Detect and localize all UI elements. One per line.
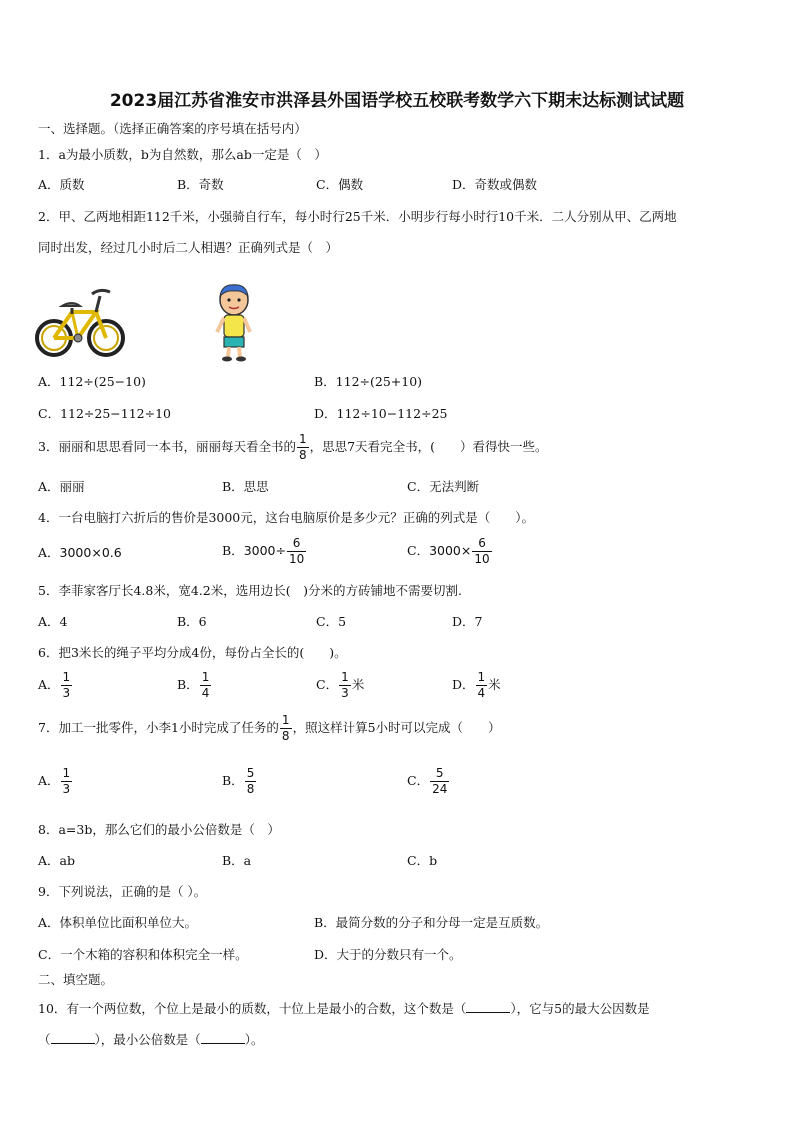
q4-option-c-expr: 3000× xyxy=(429,543,472,558)
question-10-line-2 xyxy=(38,1031,264,1048)
q9-option-c: C．一个木箱的容积和体积完全一样。 xyxy=(38,947,248,962)
q7-option-c xyxy=(407,766,450,797)
q3-fraction xyxy=(297,432,309,463)
q9-option-a: A．体积单位比面积单位大。 xyxy=(38,915,198,930)
q8-option-a: A．ab xyxy=(38,853,75,868)
q4-c-frac-den: 10 xyxy=(474,552,490,566)
q6-option-c-unit: 米 xyxy=(351,677,365,692)
q7-frac-den: 8 xyxy=(281,729,290,743)
question-8: 8．a=3b，那么它们的最小公倍数是（ ） xyxy=(38,822,280,837)
q5-option-a: A．4 xyxy=(38,614,68,629)
question-10-line-1 xyxy=(38,1000,650,1017)
q7-a-num: 1 xyxy=(62,766,71,780)
q6-option-a-fraction xyxy=(61,670,73,701)
q8-option-b: B．a xyxy=(222,853,252,868)
q7-fraction xyxy=(280,713,292,744)
q6-option-c-label: C． xyxy=(316,677,339,692)
q7-option-b xyxy=(222,766,257,797)
q4-option-b-fraction xyxy=(287,536,306,567)
q4-option-c-label: C． xyxy=(407,543,430,558)
q6-option-d xyxy=(452,670,501,701)
question-9: 9．下列说法，正确的是（ ）。 xyxy=(38,884,207,899)
q6-d-num: 1 xyxy=(477,670,486,684)
q2-option-a: A．112÷(25−10) xyxy=(38,374,146,389)
q7-option-a-fraction xyxy=(61,766,73,797)
q4-c-frac-num: 6 xyxy=(472,536,491,552)
q6-option-b-label: B． xyxy=(177,677,199,692)
q7-option-c-fraction xyxy=(430,766,449,797)
q3-option-a: A．丽丽 xyxy=(38,479,85,494)
q6-option-d-label: D． xyxy=(452,677,475,692)
q1-option-b: B．奇数 xyxy=(177,177,224,192)
q7-option-a xyxy=(38,766,73,797)
q4-option-b xyxy=(222,536,307,567)
q3-text-before: 3．丽丽和思思看同一本书，丽丽每天看全书的 xyxy=(38,439,296,454)
q6-option-b xyxy=(177,670,212,701)
section-heading-fill: 二、填空题。 xyxy=(38,972,114,987)
q5-option-d: D．7 xyxy=(452,614,483,629)
q10-text-1: 10．有一个两位数，个位上是最小的质数，十位上是最小的合数，这个数是（ xyxy=(38,1001,467,1016)
q10-blank-3 xyxy=(201,1031,245,1044)
q6-a-num: 1 xyxy=(62,670,71,684)
q6-option-b-fraction xyxy=(200,670,212,701)
q10-blank-2 xyxy=(51,1031,95,1044)
page-title: 2023届江苏省淮安市洪泽县外国语学校五校联考数学六下期末达标测试试题 xyxy=(109,91,685,111)
q6-option-d-fraction xyxy=(476,670,488,701)
q6-option-c xyxy=(316,670,364,701)
q6-option-a xyxy=(38,670,73,701)
q9-option-b: B．最简分数的分子和分母一定是互质数。 xyxy=(314,915,549,930)
q6-option-d-unit: 米 xyxy=(488,677,501,692)
q4-option-b-label: B． xyxy=(222,543,244,558)
q7-text-before: 7．加工一批零件，小李1小时完成了任务的 xyxy=(38,720,279,735)
question-6: 6．把3米长的绳子平均分成4份，每份占全长的( )。 xyxy=(38,645,347,660)
q7-b-den: 8 xyxy=(246,782,255,796)
q6-option-c-fraction xyxy=(339,670,351,701)
q6-d-den: 4 xyxy=(477,686,486,700)
q2-option-c: C．112÷25−112÷10 xyxy=(38,406,172,421)
q4-option-a-expr: 3000×0.6 xyxy=(59,545,122,560)
q7-option-b-label: B． xyxy=(222,773,244,788)
q4-option-a xyxy=(38,545,122,561)
q7-c-num: 5 xyxy=(430,766,449,782)
question-5: 5．李菲家客厅长4.8米，宽4.2米，选用边长( )分米的方砖铺地不需要切割. xyxy=(38,583,462,598)
q10-text-4: ），最小公倍数是（ xyxy=(94,1032,201,1047)
q2-option-d: D．112÷10−112÷25 xyxy=(314,406,448,421)
q4-b-frac-num: 6 xyxy=(287,536,306,552)
q8-option-c: C．b xyxy=(407,853,438,868)
question-2-line-1: 2．甲、乙两地相距112千米，小强骑自行车，每小时行25千米．小明步行每小时行10千米．二人分别从甲、乙两地 xyxy=(38,209,677,224)
q7-a-den: 3 xyxy=(62,782,71,796)
q4-option-a-label: A． xyxy=(38,545,60,560)
q10-text-3: （ xyxy=(38,1032,51,1047)
question-4: 4．一台电脑打六折后的售价是3000元，这台电脑原价是多少元？正确的列式是（ ）。 xyxy=(38,510,535,525)
q5-option-c: C．5 xyxy=(316,614,347,629)
question-7 xyxy=(38,713,501,744)
q2-option-b: B．112÷(25+10) xyxy=(314,374,423,389)
q5-option-b: B．6 xyxy=(177,614,207,629)
q7-option-b-fraction xyxy=(245,766,257,797)
q6-b-num: 1 xyxy=(201,670,210,684)
q7-text-after: ，照这样计算5小时可以完成（ ） xyxy=(292,720,501,735)
q7-c-den: 24 xyxy=(432,782,448,796)
bicycle-illustration xyxy=(34,282,126,362)
question-3 xyxy=(38,432,547,463)
q6-c-num: 1 xyxy=(341,670,349,684)
q1-option-a: A．质数 xyxy=(38,177,85,192)
q1-option-d: D．奇数或偶数 xyxy=(452,177,538,192)
q1-option-c: C．偶数 xyxy=(316,177,364,192)
q6-option-a-label: A． xyxy=(38,677,60,692)
q4-option-b-expr: 3000÷ xyxy=(243,543,286,558)
q10-text-5: ）。 xyxy=(244,1032,264,1047)
q7-option-a-label: A． xyxy=(38,773,60,788)
q10-blank-1 xyxy=(466,1000,510,1013)
question-2-line-2: 同时出发，经过几小时后二人相遇？正确列式是（ ） xyxy=(38,240,339,255)
q3-option-b: B．思思 xyxy=(222,479,269,494)
q6-b-den: 4 xyxy=(201,686,210,700)
q6-a-den: 3 xyxy=(62,686,71,700)
q7-b-num: 5 xyxy=(246,766,255,780)
q3-option-c: C．无法判断 xyxy=(407,479,480,494)
q3-frac-num: 1 xyxy=(298,432,307,446)
q4-option-c xyxy=(407,536,493,567)
q10-text-2: ），它与5的最大公因数是 xyxy=(510,1001,650,1016)
q3-text-after: ，思思7天看完全书，( ）看得快一些。 xyxy=(309,439,548,454)
q6-c-den: 3 xyxy=(341,686,349,700)
q4-option-c-fraction xyxy=(472,536,491,567)
q3-frac-den: 8 xyxy=(298,448,307,462)
boy-illustration xyxy=(212,282,256,362)
q9-option-d: D．大于的分数只有一个。 xyxy=(314,947,462,962)
section-heading-choice: 一、选择题。（选择正确答案的序号填在括号内） xyxy=(38,121,307,136)
q7-frac-num: 1 xyxy=(281,713,290,727)
q7-option-c-label: C． xyxy=(407,773,430,788)
question-1: 1．a为最小质数，b为自然数，那么ab一定是（ ） xyxy=(38,147,327,162)
q4-b-frac-den: 10 xyxy=(288,552,305,566)
